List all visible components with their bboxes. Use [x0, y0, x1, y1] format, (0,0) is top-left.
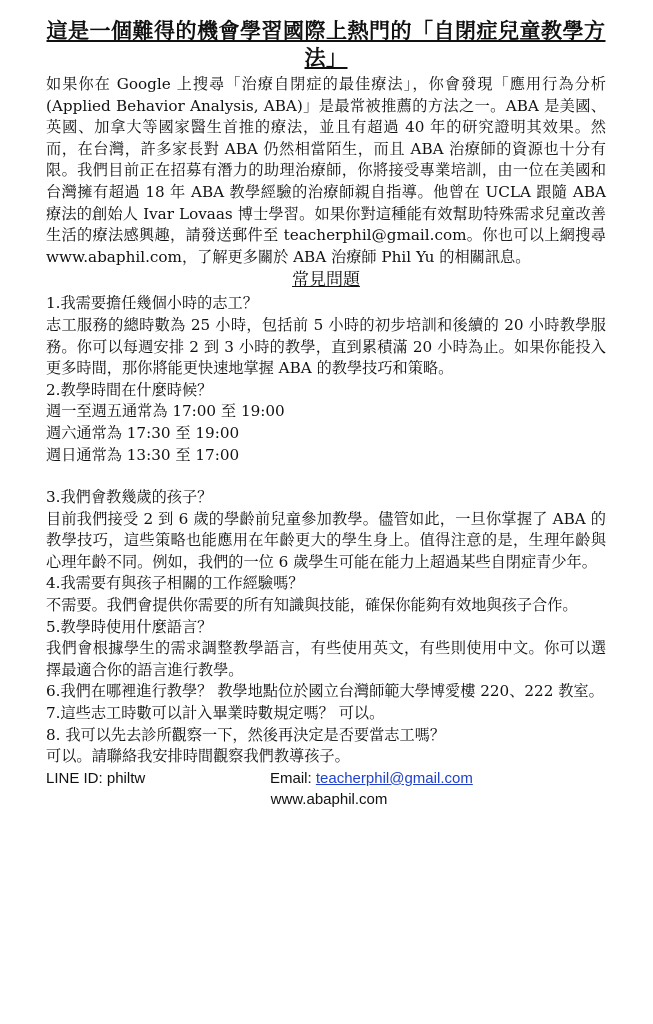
faq-question-4: 4.我需要有與孩子相關的工作經驗嗎？ — [46, 574, 304, 593]
website-url[interactable]: www.abaphil.com — [270, 790, 388, 808]
line-id: LINE ID: philtw — [46, 769, 146, 787]
flyer-title: 這是一個難得的機會學習國際上熱門的「自閉症兒童教學方法」 — [46, 19, 606, 70]
faq-answer-8: 可以。請聯絡我安排時間觀察我們教導孩子。 — [46, 747, 350, 766]
intro-paragraph: 如果你在 Google 上搜尋「治療自閉症的最佳療法」，你會發現「應用行為分析 (Applied Behavior Analysis, ABA)」是最常被推薦的方法之一。ABA 是美國、英國、加拿大等國家醫生首推的療法，並且有超過 40 年的研究證明其效果。然而，在台灣，許多家長對 ABA 仍然相當陌生，而且 ABA 治療師的資源也十分有限。我們目前正在招募有潛力的助理治療師，你將接受專業培訓，由一位在美國和台灣擁有超過 18 年 ABA 教學經驗的治療師親自指導。他曾在 UCLA 跟隨 ABA 療法的創始人 Ivar Lovaas 博士學習。如果你對這種能有效幫助特殊需求兒童改善生活的療法感興趣，請發送郵件至 teacherphil@gmail.com。你也可以上網搜尋 www.abaphil.com，了解更多關於 ABA 治療師 Phil Yu 的相關訊息。 — [46, 75, 606, 266]
faq-answer-5: 我們會根據學生的需求調整教學語言，有些使用英文，有些則使用中文。你可以選擇最適合你的語言進行教學。 — [46, 639, 606, 679]
faq-question-1: 1.我需要擔任幾個小時的志工？ — [46, 294, 258, 313]
faq-question-8: 8. 我可以先去診所觀察一下，然後再決定是否要當志工嗎？ — [46, 725, 446, 744]
faq-answer-1: 志工服務的總時數為 25 小時，包括前 5 小時的初步培訓和後續的 20 小時教學服務。你可以每週安排 2 到 3 小時的教學，直到累積滿 20 小時為止。如果你能投入更多時間，那你將能更快速地掌握 ABA 的教學技巧和策略。 — [46, 315, 606, 378]
email-link[interactable]: teacherphil@gmail.com — [315, 769, 473, 787]
faq-answer-2-saturday: 週六通常為 17:30 至 19:00 — [46, 423, 240, 442]
faq-heading: 常見問題 — [292, 270, 360, 291]
faq-question-7: 7.這些志工時數可以計入畢業時數規定嗎？ 可以。 — [46, 704, 385, 723]
contact-row — [46, 768, 606, 789]
faq-answer-2-weekday: 週一至週五通常為 17:00 至 19:00 — [46, 402, 285, 421]
faq-question-6: 6.我們在哪裡進行教學？ 教學地點位於國立台灣師範大學博愛樓 220、222 教室。 — [46, 682, 604, 701]
blank-line — [46, 466, 606, 487]
faq-question-3: 3.我們會教幾歲的孩子？ — [46, 488, 213, 507]
email-label: Email: — [270, 769, 312, 787]
faq-answer-3: 目前我們接受 2 到 6 歲的學齡前兒童參加教學。儘管如此，一旦你掌握了 ABA 的教學技巧，這些策略也能應用在年齡更大的學生身上。值得注意的是，生理年齡與心理年齡不同。例如，我們的一位 6 歲學生可能在能力上超過某些自閉症青少年。 — [46, 509, 606, 571]
faq-question-5: 5.教學時使用什麼語言？ — [46, 617, 213, 636]
flyer-document — [46, 18, 606, 810]
faq-question-2: 2.教學時間在什麼時候？ — [46, 380, 213, 399]
faq-answer-4: 不需要。我們會提供你需要的所有知識與技能，確保你能夠有效地與孩子合作。 — [46, 596, 578, 615]
faq-answer-2-sunday: 週日通常為 13:30 至 17:00 — [46, 445, 240, 464]
